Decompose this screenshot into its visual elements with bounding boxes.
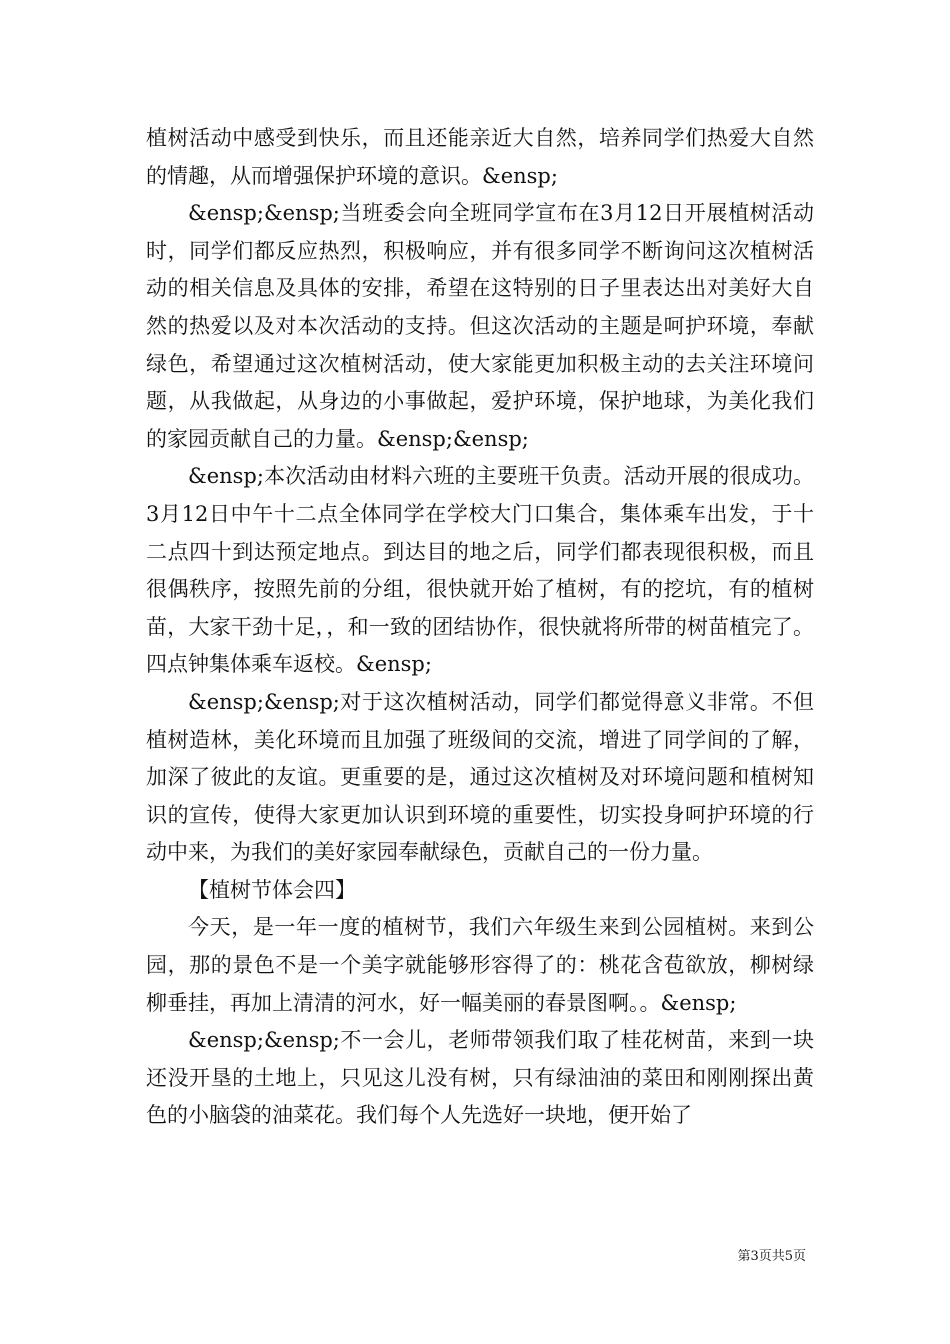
page-number: 第3页共5页	[737, 1249, 806, 1264]
paragraph-6: &ensp;&ensp;不一会儿，老师带领我们取了桂花树苗，来到一块还没开垦的土地上，只见这儿没有树，只有绿油油的菜田和刚刚探出黄色的小脑袋的油菜花。我们每个人先选好一块地，便开始了	[146, 1028, 814, 1128]
section-heading: 【植树节体会四】	[188, 877, 356, 902]
paragraph-4: &ensp;&ensp;对于这次植树活动，同学们都觉得意义非常。不但植树造林，美化环境而且加强了班级间的交流，增进了同学间的了解，加深了彼此的友谊。更重要的是，通过这次植树及对环境问题和植树知识的宣传，使得大家更加认识到环境的重要性，切实投身呵护环境的行动中来，为我们的美好家园奉献绿色，贡献自己的一份力量。	[146, 689, 814, 865]
paragraph-2: &ensp;&ensp;当班委会向全班同学宣布在3月12日开展植树活动时，同学们都反应热烈，积极响应，并有很多同学不断询问这次植树活动的相关信息及具体的安排，希望在这特别的日子里表达出对美好大自然的热爱以及对本次活动的支持。但这次活动的主题是呵护环境，奉献绿色，希望通过这次植树活动，使大家能更加积极主动的去关注环境问题，从我做起，从身边的小事做起，爱护环境，保护地球，为美化我们的家园贡献自己的力量。&ensp;&ensp;	[146, 201, 814, 451]
document-body	[146, 120, 814, 1135]
paragraph-5: 今天，是一年一度的植树节，我们六年级生来到公园植树。来到公园，那的景色不是一个美字就能够形容得了的：桃花含苞欲放，柳树绿柳垂挂，再加上清清的河水，好一幅美丽的春景图啊。。&ensp;	[146, 915, 814, 1015]
paragraph-3: &ensp;本次活动由材料六班的主要班干负责。活动开展的很成功。3月12日中午十二点全体同学在学校大门口集合，集体乘车出发，于十二点四十到达预定地点。到达目的地之后，同学们都表现很积极，而且很偶秩序，按照先前的分组，很快就开始了植树，有的挖坑，有的植树苗，大家干劲十足，，和一致的团结协作，很快就将所带的树苗植完了。四点钟集体乘车返校。&ensp;	[146, 464, 814, 677]
paragraph-1: 植树活动中感受到快乐，而且还能亲近大自然，培养同学们热爱大自然的情趣，从而增强保护环境的意识。&ensp;	[146, 126, 814, 188]
